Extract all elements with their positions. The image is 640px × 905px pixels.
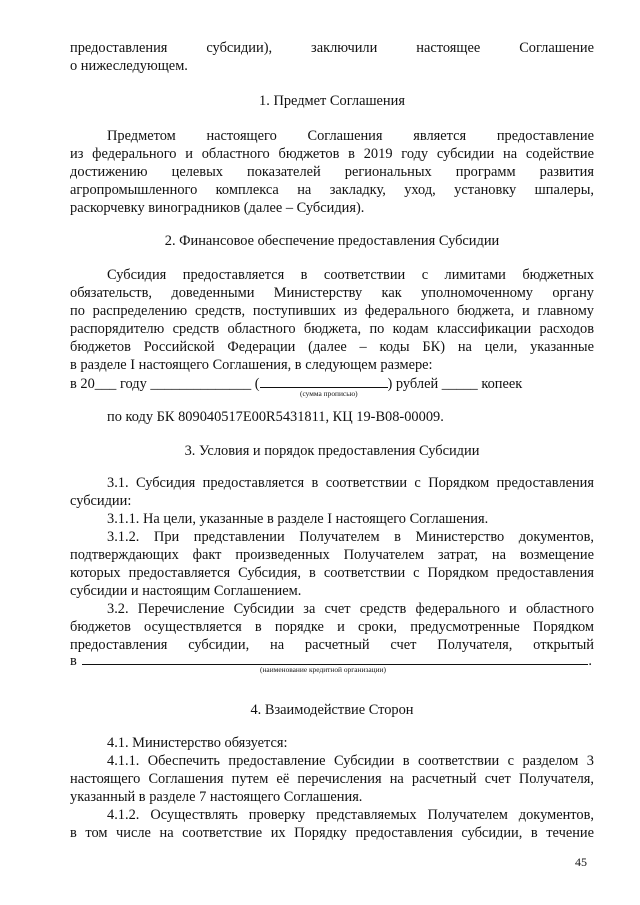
section-2-line: по распределению средств, поступивших из федерального бюджета, и главному <box>70 303 594 319</box>
section-4-line: в том числе на соответствие их Порядку предоставления субсидии, в течение <box>70 825 594 841</box>
section-3-line: которых предоставляется Субсидия, в соответствии с Порядком предоставления <box>70 565 594 581</box>
section-1-line: агропромышленного комплекса на закладку, уход, установку шпалеры, <box>70 182 594 198</box>
section-1-line: достижению целевых показателей региональных программ развития <box>70 164 594 180</box>
bank-line-prefix: в <box>70 653 77 669</box>
section-3-line: 3.1. Субсидия предоставляется в соответствии с Порядком предоставления <box>107 475 594 491</box>
section-3-line: предоставления субсидии, на расчетный счет Получателя, открытый <box>70 637 594 653</box>
section-3-line: бюджетов осуществляется в порядке и сроки, предусмотренные Порядком <box>70 619 594 635</box>
intro-line-2: о нижеследующем. <box>70 58 188 74</box>
section-3-line: 3.1.2. При представлении Получателем в Министерство документов, <box>107 529 594 545</box>
section-2-line: бюджетов Российской Федерации (далее – коды БК) на цели, указанные <box>70 339 594 355</box>
bank-name-blank <box>82 650 588 665</box>
section-4-line: 4.1.2. Осуществлять проверку представляемых Получателем документов, <box>107 807 594 823</box>
amount-caption: (сумма прописью) <box>300 389 358 398</box>
section-1-line: Предметом настоящего Соглашения является предоставление <box>107 128 594 144</box>
bank-caption: (наименование кредитной организации) <box>260 665 386 674</box>
amount-in-words-blank <box>260 373 388 388</box>
section-4-line: 4.1.1. Обеспечить предоставление Субсидии в соответствии с разделом 3 <box>107 753 594 769</box>
section-2-line: в разделе I настоящего Соглашения, в следующем размере: <box>70 357 433 373</box>
section-1-line: из федерального и областного бюджетов в 2019 году субсидии на содействие <box>70 146 594 162</box>
section-3-line: субсидии и настоящим Соглашением. <box>70 583 302 599</box>
section-4-heading: 4. Взаимодействие Сторон <box>250 702 414 718</box>
section-2-heading: 2. Финансовое обеспечение предоставления Субсидии <box>164 233 500 249</box>
intro-line-1: предоставления субсидии), заключили настоящее Соглашение <box>70 40 594 56</box>
bank-line-suffix: . <box>588 653 593 669</box>
section-2-line: Субсидия предоставляется в соответствии с лимитами бюджетных <box>107 267 594 283</box>
section-3-line: субсидии: <box>70 493 132 509</box>
section-3-line: 3.1.1. На цели, указанные в разделе I настоящего Соглашения. <box>107 511 489 527</box>
section-4-line: 4.1. Министерство обязуется: <box>107 735 288 751</box>
section-1-line: раскорчевку виноградников (далее – Субсидия). <box>70 200 365 216</box>
section-4-line: настоящего Соглашения путем её перечисления на расчетный счет Получателя, <box>70 771 594 787</box>
section-3-line: 3.2. Перечисление Субсидии за счет средств федерального и областного <box>107 601 594 617</box>
section-3-heading: 3. Условия и порядок предоставления Субсидии <box>184 443 480 459</box>
page-number: 45 <box>575 855 587 869</box>
section-4-line: указанный в разделе 7 настоящего Соглашения. <box>70 789 363 805</box>
amount-line-suffix: ) рублей _____ копеек <box>387 376 523 392</box>
section-2-line: распорядителю средств областного бюджета, по кодам классификации расходов <box>70 321 594 337</box>
section-3-line: подтверждающих факт произведенных Получателем затрат, на возмещение <box>70 547 594 563</box>
section-2-line: обязательств, доведенными Министерству как уполномоченному органу <box>70 285 594 301</box>
section-1-heading: 1. Предмет Соглашения <box>259 93 405 109</box>
amount-line-prefix: в 20___ году ______________ ( <box>70 376 260 392</box>
budget-code-line: по коду БК 809040517E00R5431811, КЦ 19-B08-00009. <box>107 409 444 425</box>
